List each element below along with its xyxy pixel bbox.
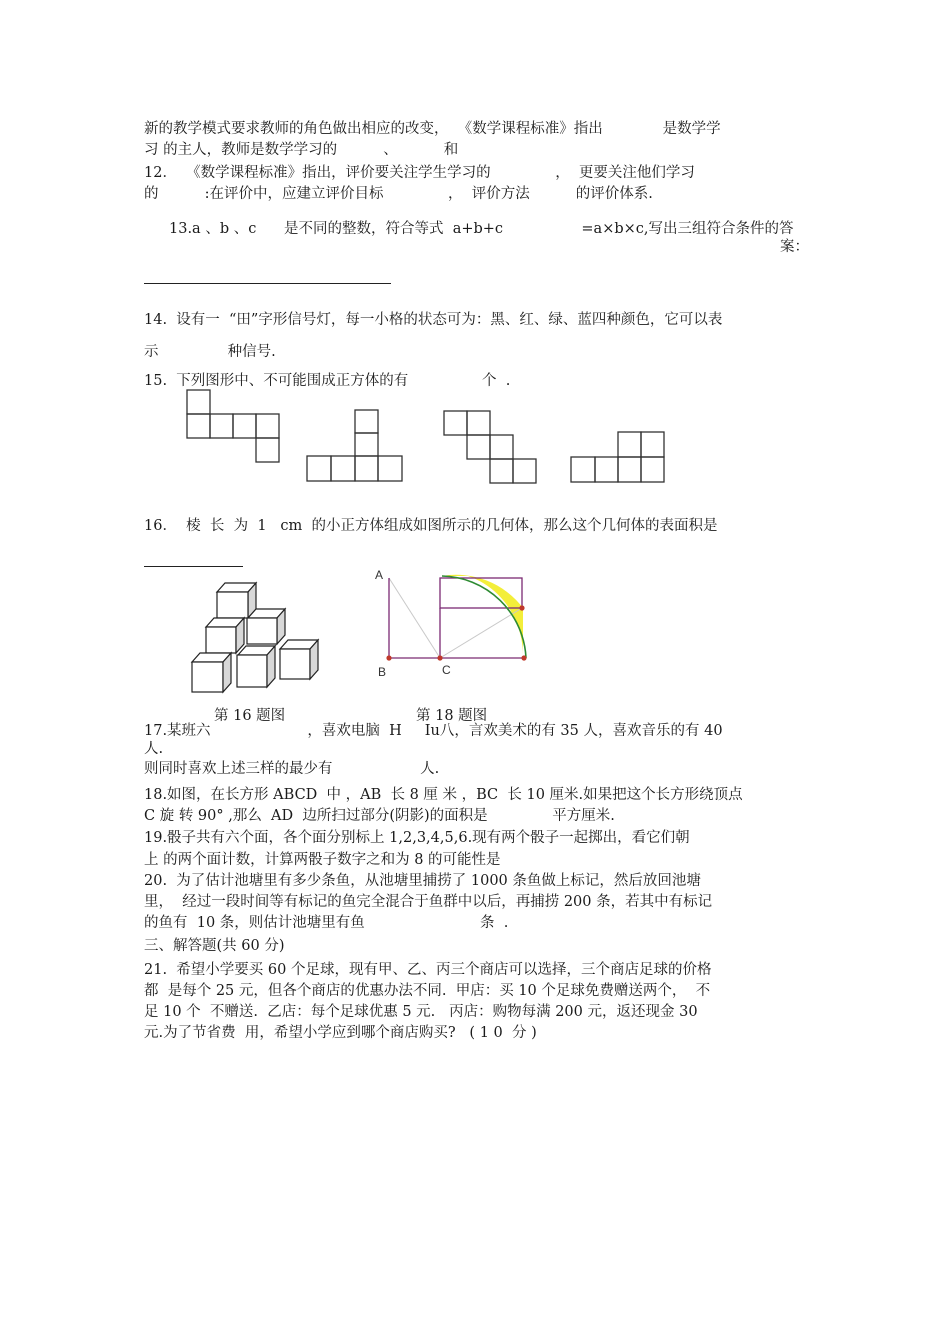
- q17-line1: 17.某班六 ，喜欢电脑 H Iu八，言欢美术的有 35 人，喜欢音乐的有 40: [144, 723, 723, 739]
- q12-line2: 的 :在评价中，应建立评价目标 ， 评价方法 的评价体系.: [144, 186, 653, 202]
- q18-line1: 18.如图，在长方形 ABCD 中 ，AB 长 8 厘 米 ，BC 长 10 厘米.如果把这个长方形绕顶点: [144, 787, 743, 803]
- q15-line1: 15. 下列图形中、不可能围成正方体的有 个 .: [144, 373, 511, 389]
- fig18-caption: 第 18 题图: [416, 708, 488, 724]
- q19-line2: 上 的两个面计数，计算两骰子数字之和为 8 的可能性是: [144, 852, 501, 868]
- fig18-rectangle-rotation: [372, 570, 532, 680]
- q21-line4: 元.为了节省费 用，希望小学应到哪个商店购买? ( 1 0 分 ): [144, 1025, 537, 1041]
- q20-line2: 里， 经过一段时间等有标记的鱼完全混合于鱼群中以后，再捕捞 200 条，若其中有标记: [144, 894, 713, 910]
- fig16-caption: 第 16 题图: [214, 708, 286, 724]
- q20-line1: 20. 为了估计池塘里有多少条鱼，从池塘里捕捞了 1000 条鱼做上标记，然后放回池塘: [144, 873, 701, 889]
- fig18-label-c: C: [442, 663, 451, 677]
- q11-line1: 新的教学模式要求教师的角色做出相应的改变， 《数学课程标准》指出 是数学学: [144, 121, 721, 137]
- q12-line1: 12． 《数学课程标准》指出，评价要关注学生学习的 ， 更要关注他们学习: [144, 165, 695, 181]
- fig16-stacked-cubes: [188, 580, 328, 698]
- section3-title: 三、解答题(共 60 分): [144, 938, 285, 954]
- q19-line1: 19.骰子共有六个面，各个面分别标上 1,2,3,4,5,6.现有两个骰子一起掷出，看它们朝: [144, 830, 690, 846]
- fig18-label-a: A: [375, 570, 384, 582]
- q16-line1: 16． 棱 长 为 1 cm 的小正方体组成如图所示的几何体，那么这个几何体的表面积是: [144, 518, 718, 534]
- q13-line2: 案：: [780, 239, 809, 255]
- q14-line1: 14. 设有一 “田”字形信号灯，每一小格的状态可为：黑、红、绿、蓝四种颜色，它可以表: [144, 312, 723, 328]
- q15-cube-net-3: [443, 410, 539, 486]
- q21-line1: 21. 希望小学要买 60 个足球，现有甲、乙、丙三个商店可以选择，三个商店足球的价格: [144, 962, 712, 978]
- q15-cube-net-1: [186, 389, 282, 465]
- q13-line1: 13.a 、b 、c 是不同的整数，符合等式 a+b+c =a×b×c,写出三组符合条件的答: [169, 221, 794, 237]
- q21-line2: 都 是每个 25 元，但各个商店的优惠办法不同. 甲店：买 10 个足球免费赠送两个， 不: [144, 983, 711, 999]
- q16-answer-blank: [144, 566, 243, 567]
- q18-line2: C 旋 转 90° ,那么 AD 边所扫过部分(阴影)的面积是 平方厘米.: [144, 808, 615, 824]
- q17-line3: 则同时喜欢上述三样的最少有 人.: [144, 761, 440, 777]
- q17-line2: 人.: [144, 741, 164, 757]
- q15-cube-net-2: [306, 409, 404, 483]
- q21-line3: 足 10 个 不赠送. 乙店：每个足球优惠 5 元. 丙店：购物每满 200 元，返还现金 30: [144, 1004, 698, 1020]
- q11-line2: 习 的主人，教师是数学学习的 、 和: [144, 142, 459, 158]
- q14-line2: 示 种信号.: [144, 344, 276, 360]
- q15-cube-net-4: [570, 431, 666, 485]
- fig18-label-b: B: [378, 665, 387, 679]
- q13-answer-blank: [144, 283, 391, 284]
- q20-line3: 的鱼有 10 条，则估计池塘里有鱼 条 .: [144, 915, 509, 931]
